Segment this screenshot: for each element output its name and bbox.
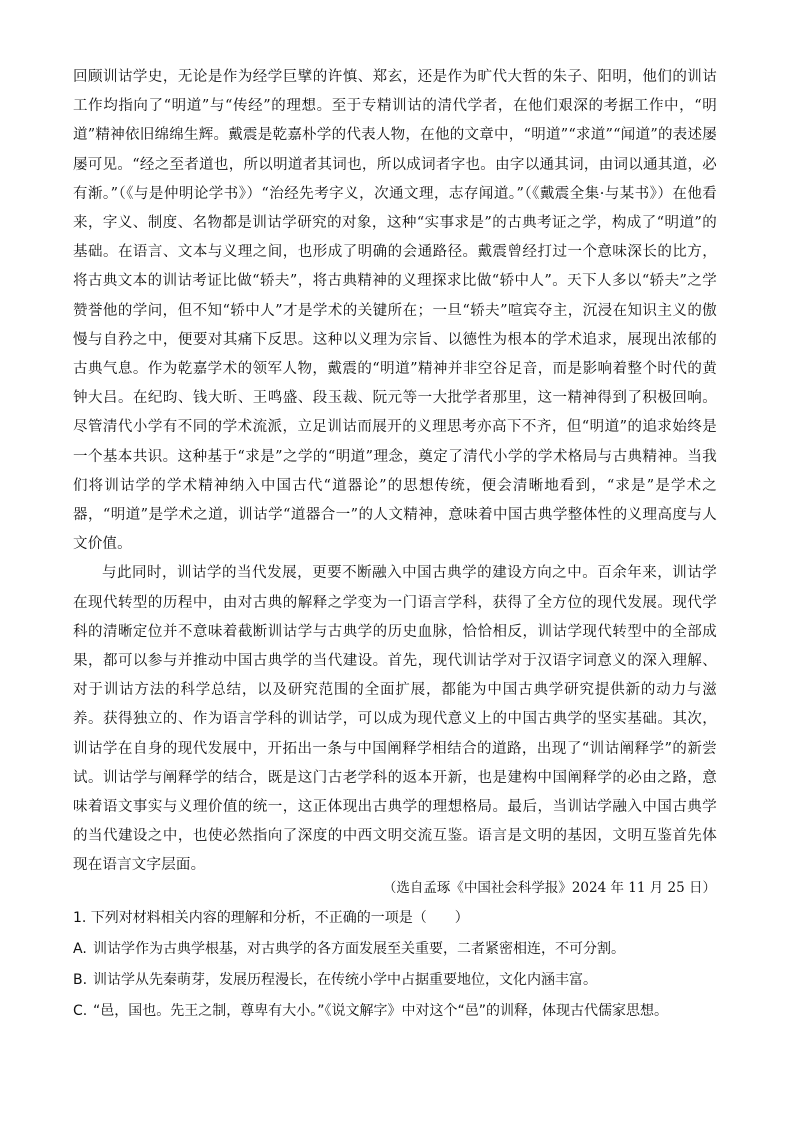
article-source-citation: （选自孟琢《中国社会科学报》2024 年 11 月 25 日）	[382, 880, 716, 896]
option-c-text: “邑，国也。先王之制，尊卑有大小。”《说文解字》中对这个“邑”的训释，体现古代儒家思想。	[93, 1003, 669, 1019]
option-b	[73, 970, 733, 990]
option-a	[73, 939, 733, 959]
article-body	[73, 63, 717, 881]
option-b-letter: B.	[73, 972, 88, 988]
article-paragraph-2: 与此同时，训诂学的当代发展，更要不断融入中国古典学的建设方向之中。百余年来，训诂学在现代转型的历程中，由对古典的解释之学变为一门语言学科，获得了全方位的现代发展。现代学科的清晰定位并不意味着截断训诂学与古典学的历史血脉，恰恰相反，训诂学现代转型中的全部成果，都可以参与并推动中国古典学的当代建设。首先，现代训诂学对于汉语字词意义的深入理解、对于训诂方法的科学总结，以及研究范围的全面扩展，都能为中国古典学研究提供新的动力与滋养。获得独立的、作为语言学科的训诂学，可以成为现代意义上的中国古典学的坚实基础。其次，训诂学在自身的现代发展中，开拓出一条与中国阐释学相结合的道路，出现了“训诂阐释学”的新尝试。训诂学与阐释学的结合，既是这门古老学科的返本开新，也是建构中国阐释学的必由之路，意味着语文事实与义理价值的统一，这正体现出古典学的理想格局。最后，当训诂学融入中国古典学的当代建设之中，也使必然指向了深度的中西文明交流互鉴。语言是文明的基因，文明互鉴首先体现在语言文字层面。	[73, 565, 717, 874]
question-stem: 1. 下列对材料相关内容的理解和分析，不正确的一项是（ ）	[73, 910, 469, 926]
option-a-letter: A.	[73, 941, 87, 957]
option-c-letter: C.	[73, 1003, 88, 1019]
option-b-text: 训诂学从先秦萌芽，发展历程漫长，在传统小学中占据重要地位，文化内涵丰富。	[93, 972, 597, 988]
option-a-text: 训诂学作为古典学根基，对古典学的各方面发展至关重要，二者紧密相连，不可分割。	[93, 941, 625, 957]
article-paragraph-1: 回顾训诂学史，无论是作为经学巨擘的许慎、郑玄，还是作为旷代大哲的朱子、阳明，他们的训诂工作均指向了“明道”与“传经”的理想。至于专精训诂的清代学者，在他们艰深的考据工作中，“明道”精神依旧绵绵生辉。戴震是乾嘉朴学的代表人物，在他的文章中，“明道”“求道”“闻道”的表述屡屡可见。“经之至者道也，所以明道者其词也，所以成词者字也。由字以通其词，由词以通其道，必有渐。”（《与是仲明论学书》）“治经先考字义，次通文理，志存闻道。”（《戴震全集·与某书》）在他看来，字义、制度、名物都是训诂学研究的对象，这种“实事求是”的古典考证之学，构成了“明道”的基础。在语言、文本与义理之间，也形成了明确的会通路径。戴震曾经打过一个意味深长的比方，将古典文本的训诂考证比做“轿夫”，将古典精神的义理探求比做“轿中人”。天下人多以“轿夫”之学赞誉他的学问，但不知“轿中人”才是学术的关键所在；一旦“轿夫”喧宾夺主，沉浸在知识主义的傲慢与自矜之中，便要对其痛下反思。这种以义理为宗旨、以德性为根本的学术追求，展现出浓郁的古典气息。作为乾嘉学术的领军人物，戴震的“明道”精神并非空谷足音，而是影响着整个时代的黄钟大吕。在纪昀、钱大昕、王鸣盛、段玉裁、阮元等一大批学者那里，这一精神得到了积极回响。尽管清代小学有不同的学术流派，立足训诂而展开的义理思考亦高下不齐，但“明道”的追求始终是一个基本共识。这种基于“求是”之学的“明道”理念，奠定了清代小学的学术格局与古典精神。当我们将训诂学的学术精神纳入中国古代“道器论”的思想传统，便会清晰地看到，“求是”是学术之器，“明道”是学术之道，训诂学“道器合一”的人文精神，意味着中国古典学整体性的义理高度与人文价值。	[73, 69, 717, 553]
option-c	[73, 1001, 733, 1021]
question-1	[73, 908, 733, 1032]
